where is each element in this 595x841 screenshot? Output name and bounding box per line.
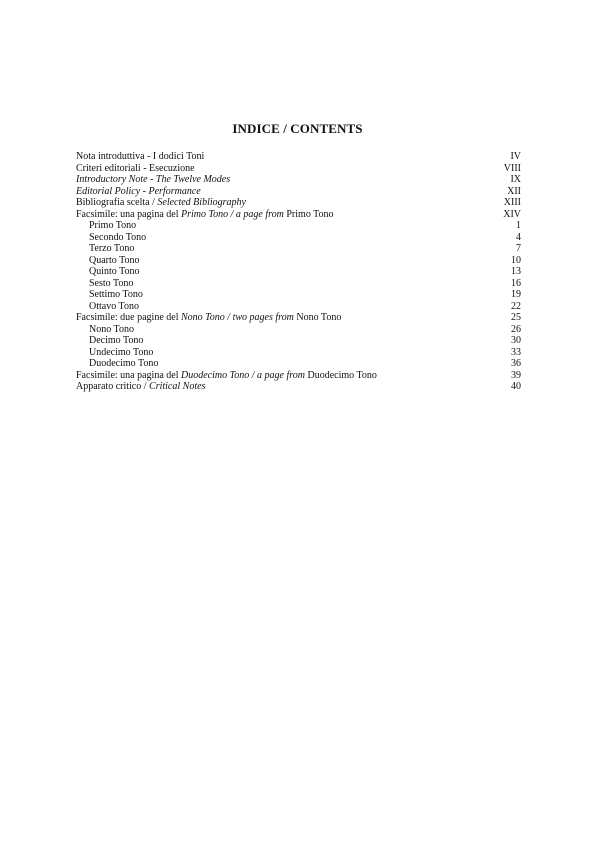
toc-entry-label-italic: Introductory Note - The Twelve Modes	[76, 174, 231, 185]
toc-entry-label-text: Nono Tono	[89, 323, 134, 335]
toc-entry-page-number: 7	[516, 243, 521, 254]
toc-entry-label	[76, 243, 134, 255]
toc-entry	[76, 324, 521, 336]
toc-entry-label-italic: Editorial Policy - Performance	[76, 185, 201, 197]
toc-entry-label-italic: Primo Tono / a page from	[180, 208, 284, 220]
toc-entry-label-text: Primo Tono	[283, 208, 334, 220]
toc-entry	[76, 289, 521, 301]
toc-entry-label	[76, 163, 195, 175]
toc-entry	[76, 347, 521, 359]
toc-entry-label-text: Nono Tono	[293, 312, 342, 323]
toc-entry-label	[76, 312, 341, 324]
toc-entry-page-number: IV	[510, 151, 521, 162]
toc-entry-page-number: 26	[511, 323, 521, 335]
toc-entry-page-number: 16	[511, 277, 521, 289]
toc-entry-label-text: Terzo Tono	[89, 243, 135, 254]
toc-entry-page-number: 30	[511, 335, 521, 346]
toc-entry	[76, 255, 521, 267]
toc-entry	[76, 381, 521, 393]
toc-entry-page-number: IX	[510, 174, 521, 185]
toc-entry-page-number: 1	[516, 220, 521, 231]
toc-entry-label-text: Quinto Tono	[89, 266, 140, 277]
toc-entry	[76, 312, 521, 324]
toc-entry-label-text: Ottavo Tono	[89, 300, 139, 312]
toc-entry-label-text: Sesto Tono	[89, 277, 134, 289]
toc-entry-label	[76, 151, 204, 163]
toc-entry-label-text: Facsimile: una pagina del	[76, 208, 181, 220]
toc-entry-label-text: Duodecimo Tono	[304, 369, 377, 381]
toc-entry-label-text: Undecimo Tono	[89, 346, 154, 358]
toc-entry-label-italic: Duodecimo Tono / a page from	[180, 369, 305, 381]
toc-entry-label-text: Criteri editoriali - Esecuzione	[76, 162, 195, 174]
toc-entry-label	[76, 174, 230, 186]
toc-entry-label	[76, 220, 136, 232]
toc-entry	[76, 232, 521, 244]
toc-entry-page-number: 10	[511, 254, 521, 266]
toc-entry	[76, 358, 521, 370]
toc-entry-label-text: Primo Tono	[89, 220, 137, 231]
toc-entry	[76, 266, 521, 278]
toc-entry-page-number: XIV	[503, 208, 521, 220]
toc-entry-page-number: 13	[511, 266, 521, 277]
toc-entry-label-italic: Selected Bibliography	[157, 197, 246, 208]
toc-entry-page-number: 19	[511, 289, 521, 300]
toc-entry-label	[76, 335, 143, 347]
toc-entry-label	[76, 186, 201, 198]
toc-entry-label	[76, 289, 143, 301]
toc-entry-label-text: Bibliografia scelta /	[76, 197, 158, 208]
toc-entry	[76, 186, 521, 198]
toc-entry-page-number: 39	[511, 369, 521, 381]
toc-entry-label	[76, 324, 134, 336]
toc-entry-label	[76, 255, 140, 267]
toc-entry-page-number: 25	[511, 312, 521, 323]
toc-entry-page-number: VIII	[503, 162, 521, 174]
page-title: INDICE / CONTENTS	[232, 121, 363, 136]
toc-entry	[76, 151, 521, 163]
toc-entry-label-italic: Critical Notes	[149, 381, 206, 392]
toc-entry-label-text: Secondo Tono	[89, 231, 147, 243]
toc-entry	[76, 335, 521, 347]
toc-entry	[76, 174, 521, 186]
toc-entry	[76, 278, 521, 290]
toc-entry-label-italic: Nono Tono / two pages from	[180, 312, 294, 323]
toc-entry-label	[76, 209, 334, 221]
toc-entry-label	[76, 358, 158, 370]
toc-entry-label-text: Facsimile: una pagina del	[76, 369, 181, 381]
toc-entry-page-number: XII	[507, 185, 521, 197]
toc-entry-label-text: Duodecimo Tono	[89, 358, 159, 369]
toc-entry	[76, 220, 521, 232]
toc-entry-label	[76, 370, 377, 382]
toc-entry-label-text: Nota introduttiva - I dodici Toni	[76, 151, 205, 162]
toc-entry	[76, 197, 521, 209]
toc-entry-label	[76, 278, 133, 290]
toc-entry-label	[76, 301, 139, 313]
toc-entry-label	[76, 266, 140, 278]
toc-entry	[76, 370, 521, 382]
toc-entry-label-text: Facsimile: due pagine del	[76, 312, 181, 323]
table-of-contents	[76, 151, 521, 393]
toc-entry	[76, 209, 521, 221]
toc-entry	[76, 243, 521, 255]
toc-entry-page-number: 22	[511, 300, 521, 312]
toc-entry-page-number: 40	[511, 381, 521, 392]
toc-entry-page-number: XIII	[503, 197, 521, 208]
toc-entry	[76, 301, 521, 313]
toc-entry-label	[76, 232, 146, 244]
toc-entry-label-text: Apparato critico /	[76, 381, 150, 392]
toc-entry-page-number: 33	[511, 346, 521, 358]
toc-entry-label-text: Quarto Tono	[89, 254, 140, 266]
toc-entry-label-text: Decimo Tono	[89, 335, 144, 346]
toc-entry	[76, 163, 521, 175]
toc-entry-label	[76, 197, 246, 209]
toc-entry-page-number: 4	[516, 231, 521, 243]
toc-entry-label	[76, 381, 205, 393]
toc-entry-label	[76, 347, 153, 359]
toc-entry-page-number: 36	[511, 358, 521, 369]
toc-entry-label-text: Settimo Tono	[89, 289, 143, 300]
